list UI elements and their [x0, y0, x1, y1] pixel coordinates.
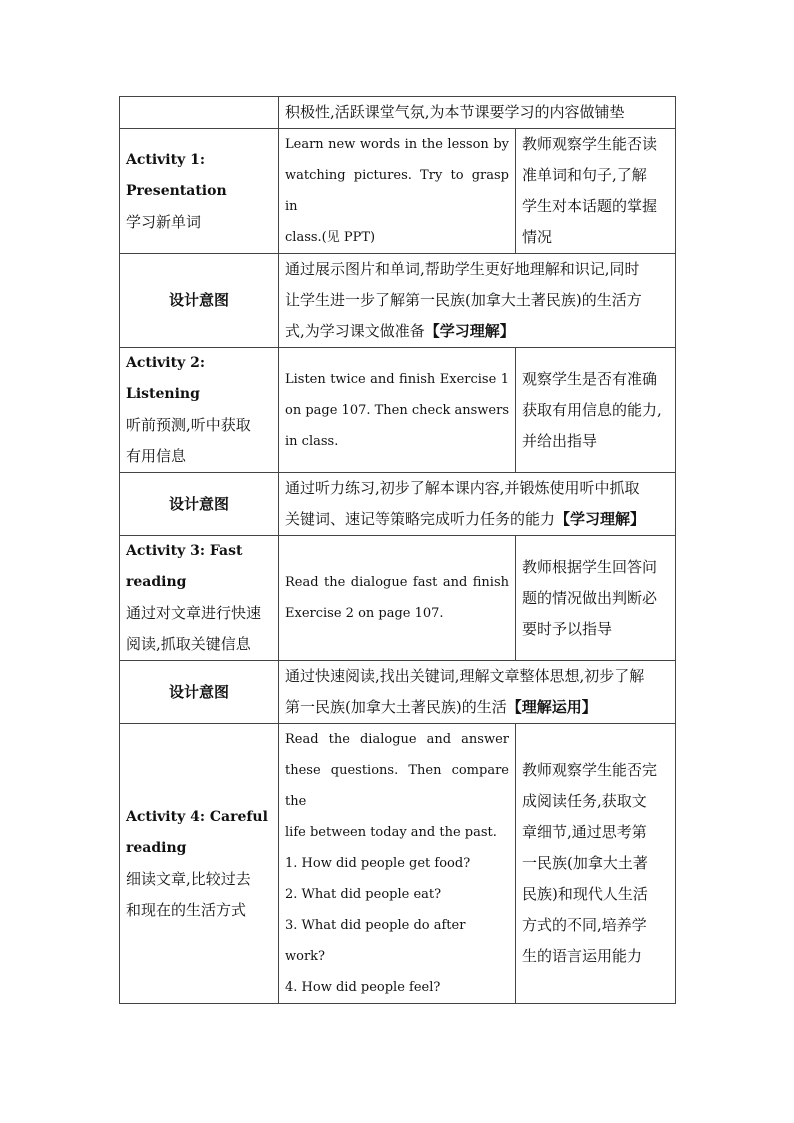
activity1-evaluation-line: 教师观察学生能否读 — [522, 135, 658, 153]
activity1-content-line: class.(见 PPT) — [285, 230, 376, 245]
table-row — [120, 473, 676, 536]
activity4-question: 4. How did people feel? — [285, 980, 441, 995]
activity3-title-cell — [120, 536, 279, 661]
activity1-content-line: Learn new words in the lesson by — [285, 137, 509, 152]
activity4-evaluation-line: 民族)和现代人生活 — [522, 885, 648, 903]
activity4-evaluation-line: 章细节,通过思考第 — [522, 823, 647, 841]
table-row — [120, 97, 676, 129]
design3-tag: 【理解运用】 — [506, 698, 597, 716]
design1-line: 让学生进一步了解第一民族(加拿大土著民族)的生活方 — [285, 291, 642, 309]
activity3-subtitle-line: 通过对文章进行快速 — [126, 604, 262, 622]
row0-text: 积极性,活跃课堂气氛,为本节课要学习的内容做铺垫 — [279, 97, 676, 129]
activity2-title: Activity 2: Listening — [126, 355, 206, 402]
design3-line: 通过快速阅读,找出关键词,理解文章整体思想,初步了解 — [285, 667, 645, 685]
activity1-evaluation-line: 情况 — [522, 228, 553, 246]
activity4-evaluation-line: 成阅读任务,获取文 — [522, 792, 647, 810]
activity1-title-line: Activity 1: — [126, 151, 206, 168]
activity1-evaluation-line: 学生对本话题的掌握 — [522, 197, 658, 215]
table-row — [120, 661, 676, 724]
activity1-evaluation-cell — [516, 129, 676, 254]
activity2-title-cell — [120, 348, 279, 473]
activity3-evaluation-line: 教师根据学生回答问 — [522, 557, 658, 576]
design1-line: 式,为学习课文做准备 — [285, 322, 425, 340]
activity3-evaluation-cell — [516, 536, 676, 661]
design2-text-cell — [279, 473, 676, 536]
table-row — [120, 536, 676, 661]
design1-label: 设计意图 — [120, 254, 279, 348]
activity4-subtitle-line: 和现在的生活方式 — [126, 900, 247, 919]
activity2-content-line: on page 107. Then check answers — [285, 402, 510, 418]
activity4-content-cell — [279, 724, 516, 1004]
lesson-plan-table — [119, 96, 676, 1004]
table-row — [120, 129, 676, 254]
activity3-title-line: Activity 3: Fast — [126, 543, 243, 559]
design3-label: 设计意图 — [120, 661, 279, 724]
activity2-evaluation-line: 观察学生是否有准确 — [522, 369, 658, 388]
activity4-question: 2. What did people eat? — [285, 887, 442, 902]
design1-line: 通过展示图片和单词,帮助学生更好地理解和识记,同时 — [285, 260, 640, 278]
activity4-content-line: life between today and the past. — [285, 825, 497, 840]
activity4-title-line: reading — [126, 839, 187, 856]
activity4-subtitle-line: 细读文章,比较过去 — [126, 869, 251, 888]
activity3-content-line: Read the dialogue fast and finish — [285, 575, 509, 590]
design2-label: 设计意图 — [120, 473, 279, 536]
design2-line: 关键词、速记等策略完成听力任务的能力 — [285, 510, 556, 528]
activity2-content-line: Listen twice and finish Exercise 1 — [285, 371, 509, 387]
activity4-content-line: these questions. Then compare the — [285, 763, 509, 809]
activity4-title-line: Activity 4: Careful — [126, 808, 268, 825]
activity1-subtitle: 学习新单词 — [126, 212, 202, 231]
activity4-evaluation-line: 一民族(加拿大土著 — [522, 854, 648, 872]
activity3-title-line: reading — [126, 574, 187, 590]
design3-line: 第一民族(加拿大土著民族)的生活 — [285, 698, 507, 716]
activity3-evaluation-line: 要时予以指导 — [522, 619, 613, 638]
activity2-content-line: in class. — [285, 433, 339, 449]
activity3-content-cell — [279, 536, 516, 661]
activity3-evaluation-line: 题的情况做出判断必 — [522, 588, 658, 607]
activity4-question: 1. How did people get food? — [285, 856, 471, 871]
activity1-content-line: watching pictures. Try to grasp in — [285, 168, 509, 214]
activity3-subtitle-line: 阅读,抓取关键信息 — [126, 635, 251, 653]
design1-tag: 【学习理解】 — [424, 322, 515, 340]
activity1-evaluation-line: 准单词和句子,了解 — [522, 166, 647, 184]
activity1-title-line: Presentation — [126, 182, 227, 199]
table-row — [120, 254, 676, 348]
activity4-evaluation-line: 方式的不同,培养学 — [522, 916, 647, 934]
activity2-subtitle-line: 有用信息 — [126, 447, 187, 465]
activity1-content-cell — [279, 129, 516, 254]
activity4-title-cell — [120, 724, 279, 1004]
design2-tag: 【学习理解】 — [555, 510, 646, 528]
activity4-evaluation-cell — [516, 724, 676, 1004]
activity2-evaluation-line: 并给出指导 — [522, 431, 598, 450]
design3-text-cell — [279, 661, 676, 724]
activity2-subtitle-line: 听前预测,听中获取 — [126, 416, 251, 434]
activity2-evaluation-cell — [516, 348, 676, 473]
activity2-evaluation-line: 获取有用信息的能力, — [522, 400, 662, 419]
activity4-question: 3. What did people do after work? — [285, 918, 466, 964]
activity3-content-line: Exercise 2 on page 107. — [285, 606, 444, 621]
design2-line: 通过听力练习,初步了解本课内容,并锻炼使用听中抓取 — [285, 479, 640, 497]
design1-text-cell — [279, 254, 676, 348]
activity4-content-line: Read the dialogue and answer — [285, 732, 509, 747]
table-row — [120, 348, 676, 473]
activity4-evaluation-line: 教师观察学生能否完 — [522, 761, 658, 779]
activity4-evaluation-line: 生的语言运用能力 — [522, 947, 643, 965]
empty-cell — [120, 97, 279, 129]
activity1-title-cell — [120, 129, 279, 254]
table-row — [120, 724, 676, 1004]
activity2-content-cell — [279, 348, 516, 473]
